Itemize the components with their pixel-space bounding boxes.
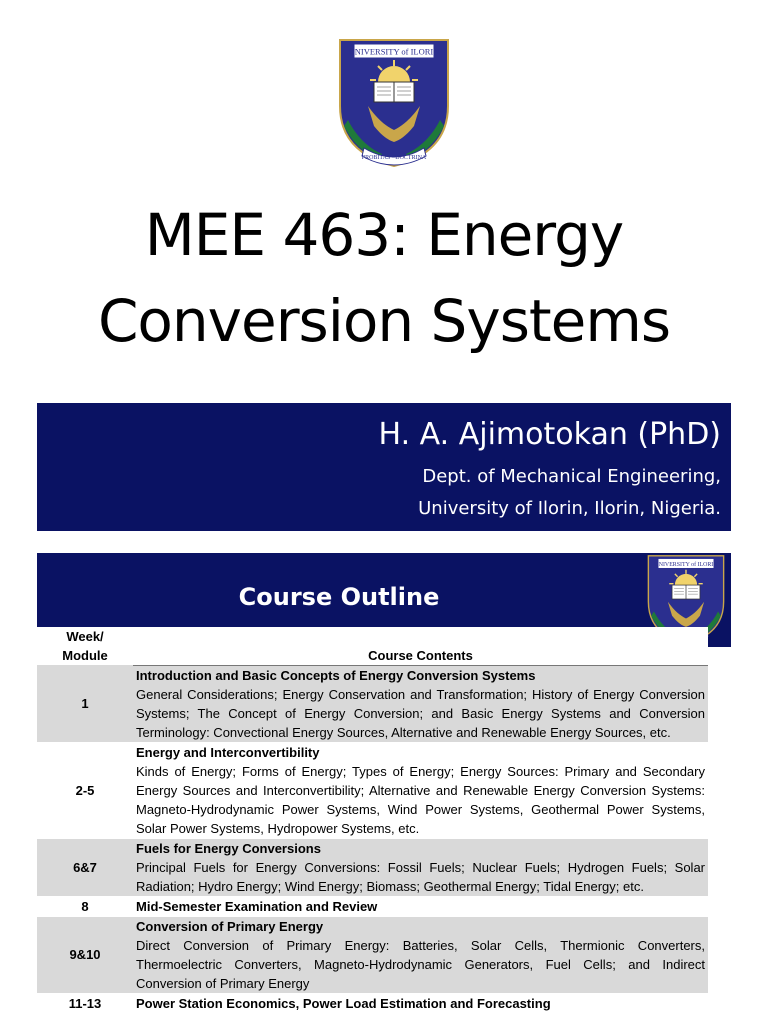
table-row [37,993,708,1013]
course-outline-slide [0,553,768,1024]
header-week-line-1: Week/ [66,629,104,644]
week-cell: 11-13 [68,995,102,1011]
slide-title [0,192,768,364]
topic-detail: Principal Fuels for Energy Conversions: Fossil Fuels; Nuclear Fuels; Hydrogen Fuels; Solar Radiation; Hydro Energy; Wind Energy; Biomass; Geothermal Energy; Tidal Energy; etc. [136,859,705,894]
header-week [37,627,133,665]
topic-detail: Direct Conversion of Primary Energy: Batteries, Solar Cells, Thermionic Converters, Thermoelectric Converters, Magneto-Hydrodynamic Generators, Fuel Cells; and Indirect Conversion of Primary Energy [136,937,705,991]
topic-detail: Kinds of Energy; Forms of Energy; Types of Energy; Energy Sources: Primary and Secondary Energy Sources and Interconvertibility; Alternative and Renewable Energy Conversion Systems: Magneto-Hydrodynamic Power Systems, Wind Power Systems, Geothermal Power Systems, Solar Power Systems, Hydropower Systems, etc. [136,763,705,836]
topic-title: Introduction and Basic Concepts of Energy Conversion Systems [136,667,536,683]
title-line-2: Conversion Systems [97,287,671,355]
content-cell [133,838,708,896]
author-name: H. A. Ajimotokan (PhD) [378,417,721,452]
table-row [37,916,708,993]
author-university: University of Ilorin, Ilorin, Nigeria. [418,498,721,519]
table-row [37,838,708,896]
header-course-contents: Course Contents [133,627,708,665]
week-cell: 9&10 [37,916,133,993]
topic-detail: General Considerations; Energy Conservation and Transformation; History of Energy Conversion Systems; The Concept of Energy Conversion; and Basic Energy Systems and Conversion Terminology: Convectional Energy Sources, Alternative and Renewable Energy Sources, etc. [136,686,705,740]
content-cell [133,993,708,1013]
university-crest-logo [334,36,454,168]
week-cell: 6&7 [37,838,133,896]
header-week-line-2: Module [62,648,108,663]
table-row [37,896,708,916]
topic-title: Conversion of Primary Energy [136,918,324,934]
topic-title: Fuels for Energy Conversions [136,840,321,856]
content-cell [133,665,708,742]
author-band [37,403,731,531]
content-cell [133,742,708,838]
author-department: Dept. of Mechanical Engineering, [422,466,721,487]
table-row [37,665,708,742]
content-cell [133,916,708,993]
topic-title: Mid-Semester Examination and Review [136,898,378,914]
week-cell: 8 [37,896,133,916]
table-row [37,742,708,838]
content-cell [133,896,708,916]
week-cell: 1 [37,665,133,742]
course-outline-table [37,627,708,1013]
topic-title: Power Station Economics, Power Load Estimation and Forecasting [136,995,551,1011]
title-line-1: MEE 463: Energy [144,201,624,269]
week-cell: 2-5 [37,742,133,838]
outline-title: Course Outline [238,583,440,611]
topic-title: Energy and Interconvertibility [136,744,320,760]
